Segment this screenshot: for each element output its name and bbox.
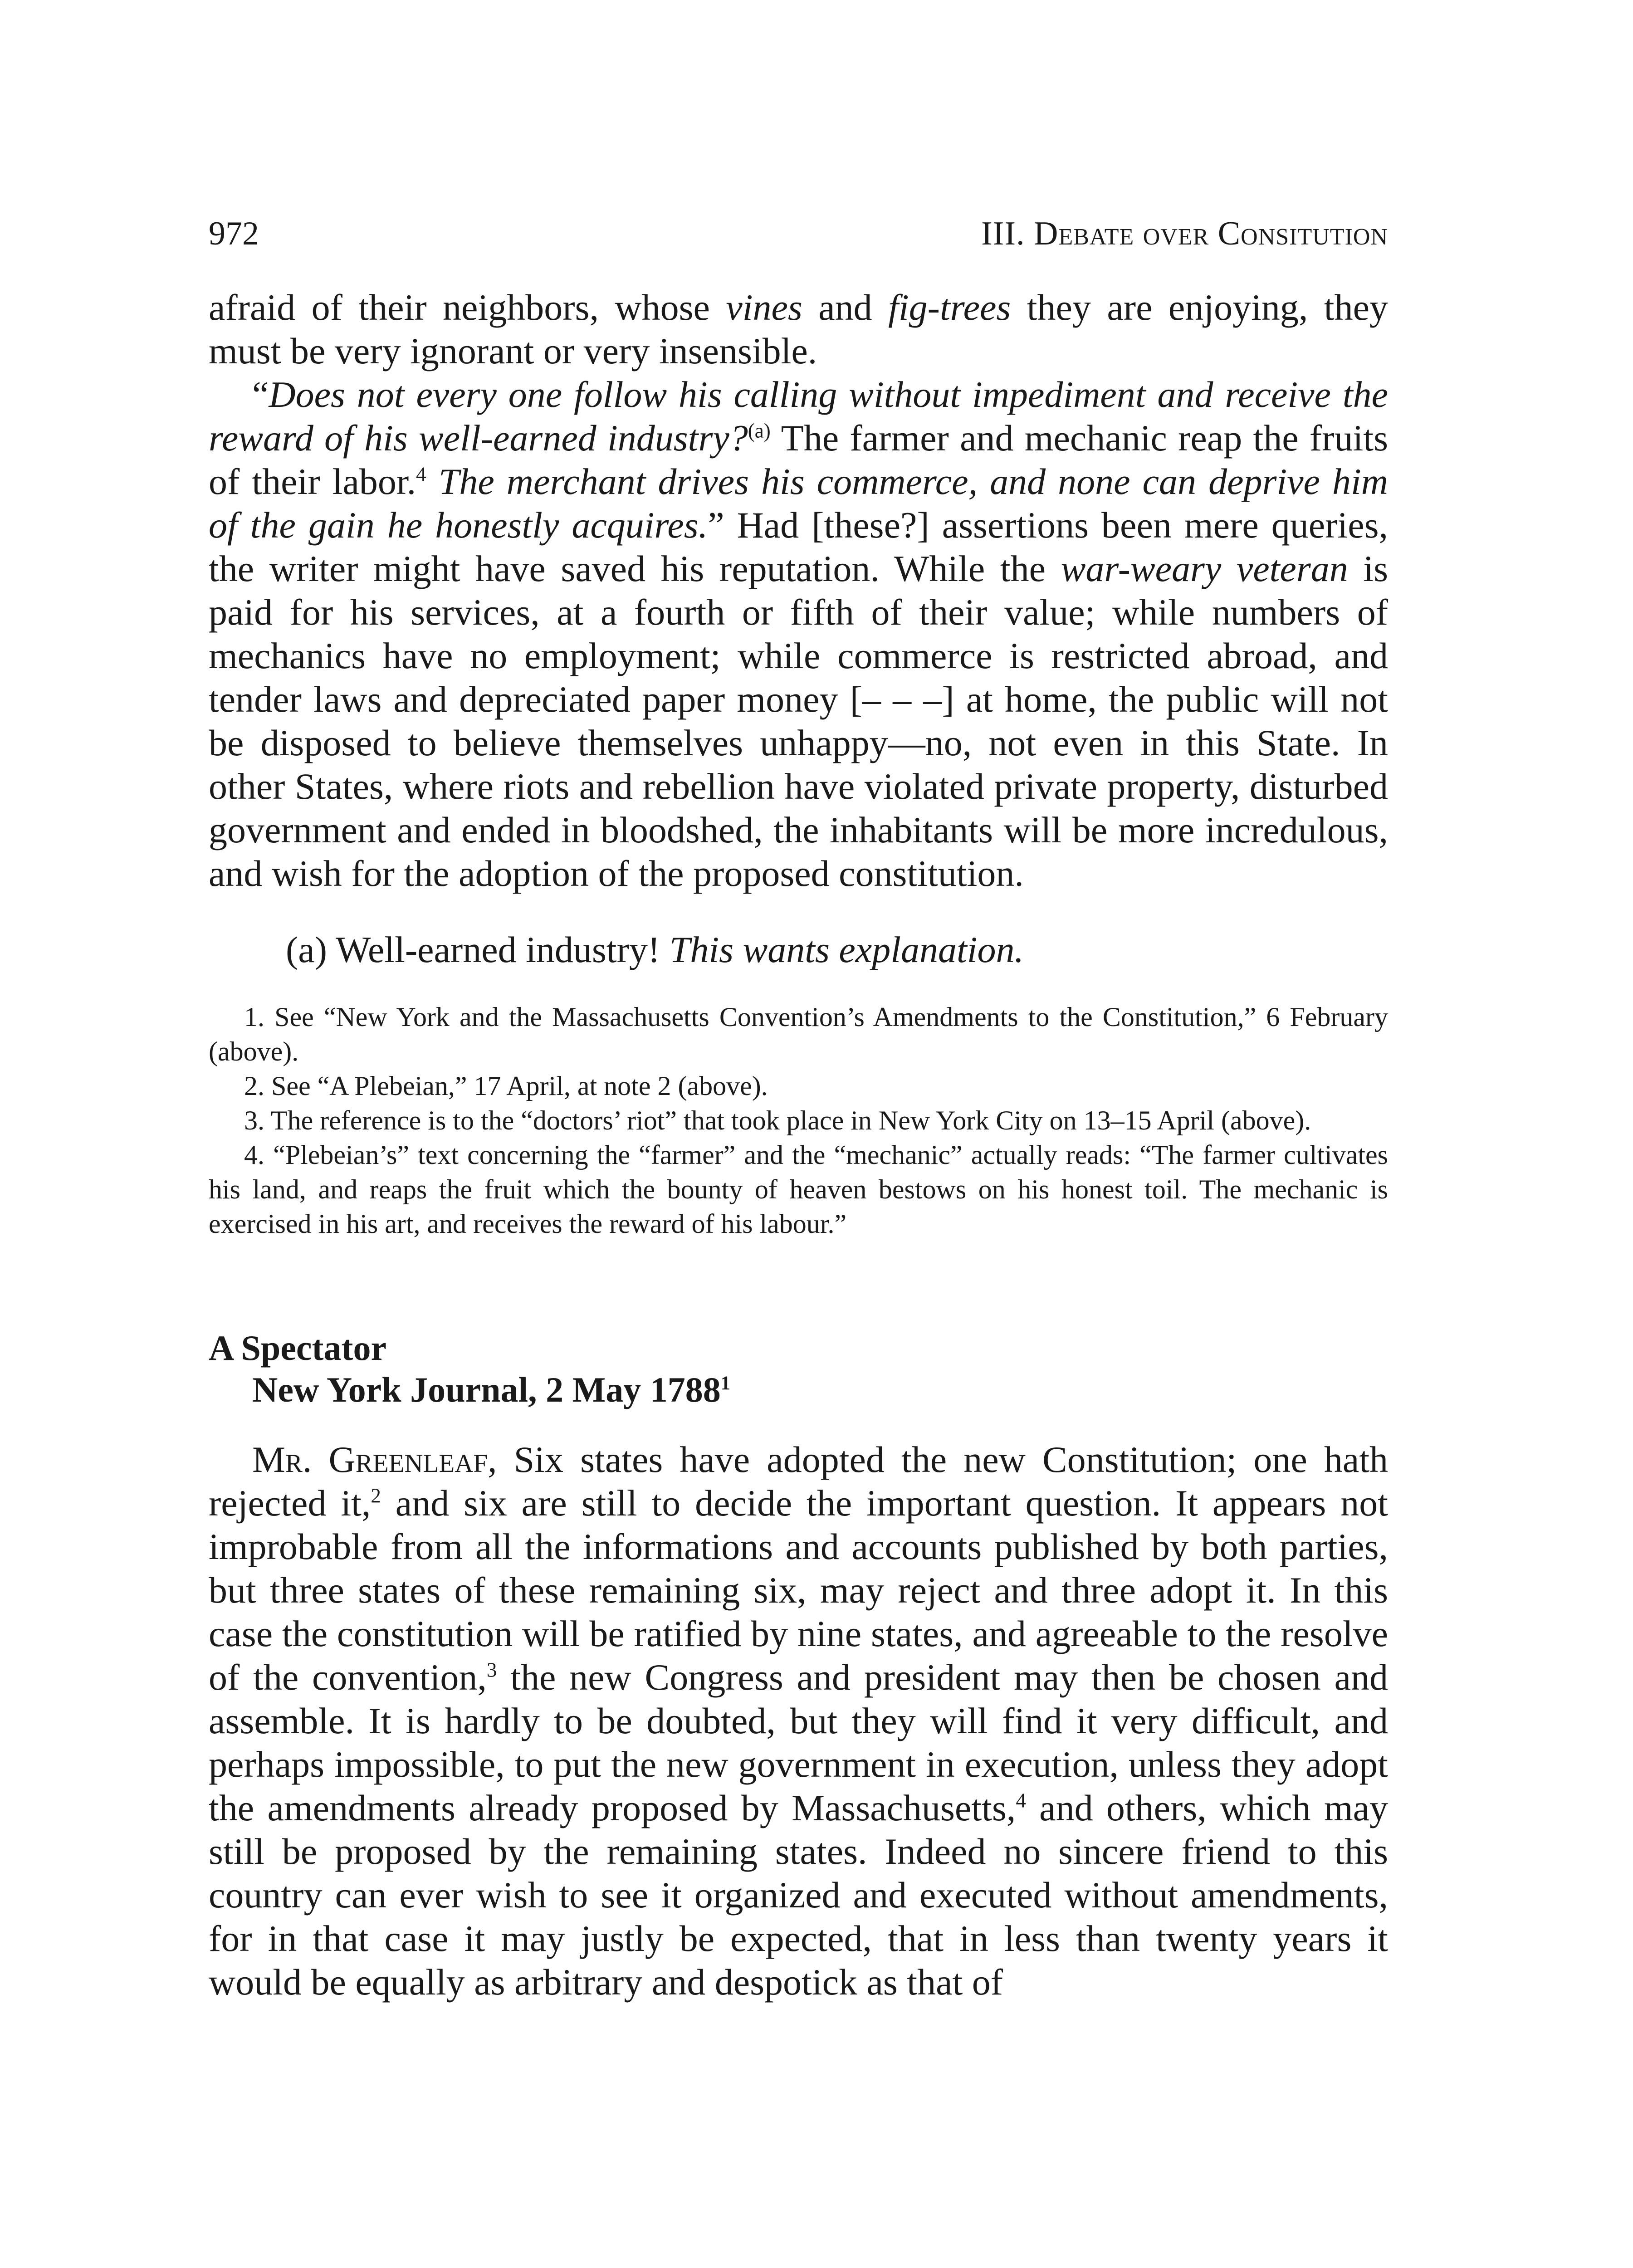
footnote-marker: 2 [371, 1484, 381, 1507]
subtitle-text: New York Journal, 2 May 1788 [252, 1370, 721, 1409]
text-run [426, 461, 439, 502]
italic-run: vines [726, 287, 802, 328]
italic-run: fig-trees [888, 287, 1011, 328]
text-run: the new Congress and president may then be chosen and assemble. It is hardly to be doubted, but they will find it very difficult, and perhaps impossible, to put the new government in execution, unless they adopt the amendments already proposed by Massachusetts, [209, 1657, 1388, 1828]
page-number: 972 [209, 215, 259, 252]
section-title: A Spectator [209, 1328, 387, 1368]
text-run: Six states have adopted the new Constitution; one hath rejected it, [209, 1439, 1388, 1524]
running-title: III. Debate over Consitution [981, 215, 1388, 252]
italic-run: This wants explanation. [669, 929, 1024, 970]
paragraph [209, 286, 1388, 373]
text-run: The farmer and mechanic reap the fruits of their labor. [209, 417, 1389, 502]
footnote: 2. See “A Plebeian,” 17 April, at note 2 (above). [244, 1071, 768, 1101]
text-run: afraid of their neighbors, whose [209, 287, 726, 328]
footnote: 4. “Plebeian’s” text concerning the “farmer” and the “mechanic” actually reads: “The farmer cultivates his land, and reaps the fruit which the bounty of heaven bestows on his honest toil. The mechanic is exercised in his art, and receives the reward of his labour.” [209, 1140, 1388, 1239]
text-run: and others, which may still be proposed by the remaining states. Indeed no sincere friend to this country can ever wish to see it organized and executed without amendments, for in that case it may justly be expected, that in less than twenty years it would be equally as arbitrary and despotick as that of [209, 1787, 1388, 2003]
salutation: Mr. Greenleaf, [252, 1439, 497, 1480]
continuation-text [209, 286, 1388, 895]
italic-run: war-weary veteran [1061, 548, 1348, 589]
text-run: (a) Well-earned industry! [286, 929, 670, 970]
paragraph [209, 373, 1388, 895]
text-run: they are enjoying, they must be very ignorant or very insensible. [209, 287, 1388, 371]
footnote-marker: 4 [416, 463, 426, 486]
section-heading [209, 1327, 1388, 1411]
footnotes [209, 1000, 1388, 1241]
text-run: and six are still to decide the important question. It appears not improbable from all the informations and accounts published by both parties, but three states of these remaining six, may reject and three adopt it. In this case the constitution will be ratified by nine states, and agreeable to the resolve of the convention, [209, 1482, 1388, 1698]
section-text [209, 1438, 1388, 2004]
section-subtitle [209, 1369, 1388, 1411]
footnote: 3. The reference is to the “doctors’ riot” that took place in New York City on 13–15 April (above). [244, 1105, 1311, 1135]
footnote-marker: 4 [1016, 1789, 1026, 1812]
paragraph [209, 1438, 1388, 2004]
italic-run: Does not every one follow his calling without impediment and receive the reward of his well-earned industry? [209, 374, 1388, 459]
footnote-marker: 1 [720, 1373, 731, 1394]
italic-run: The merchant drives his commerce, and none can deprive him of the gain he honestly acquires. [209, 461, 1388, 546]
author-note [286, 928, 1388, 972]
note-marker: (a) [748, 419, 771, 442]
running-header [209, 213, 1388, 254]
document-page [209, 213, 1388, 2004]
text-run: “ [252, 374, 269, 415]
text-run: is paid for his services, at a fourth or fifth of their value; while numbers of mechanics have no employment; while commerce is restricted abroad, and tender laws and depreciated paper money [– – –] at home, the public will not be disposed to believe themselves unhappy—no, not even in this State. In other States, where riots and rebellion have violated private property, disturbed government and ended in bloodshed, the inhabitants will be more incredulous, and wish for the adoption of the proposed constitution. [209, 548, 1389, 894]
footnote: 1. See “New York and the Massachusetts Convention’s Amendments to the Constitution,” 6 February (above). [209, 1002, 1388, 1066]
text-run: ” Had [these?] assertions been mere queries, the writer might have saved his reputation. While the [209, 504, 1388, 589]
footnote-marker: 3 [486, 1658, 497, 1681]
text-run: and [802, 287, 889, 328]
